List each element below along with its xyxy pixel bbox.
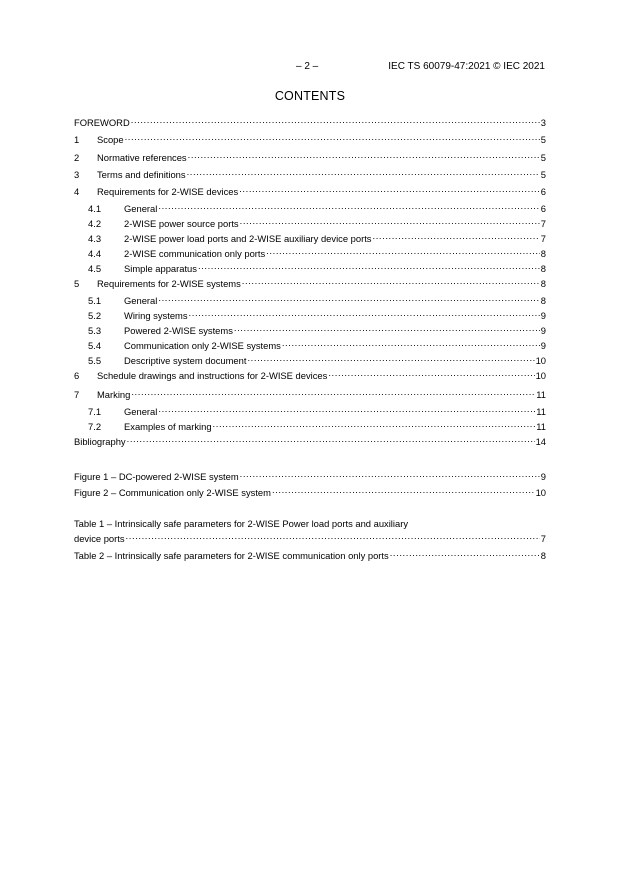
toc-leader-dots [198,259,540,272]
toc-entry-number: 7 [74,389,80,400]
toc-entry-page: 11 [536,406,546,417]
toc-leader-dots [188,148,540,161]
toc-entry-title: Requirements for 2-WISE devices [97,186,239,197]
toc-entry-schedule-drawings[interactable] [74,366,546,379]
toc-leader-dots [189,306,540,319]
toc-leader-dots [240,214,540,227]
figure-entry-page: 10 [535,487,546,498]
toc-leader-dots [282,336,540,349]
figure-entry-1[interactable] [74,467,546,480]
toc-leader-dots [240,467,540,480]
toc-entry-number: 2 [74,152,80,163]
toc-entry-number: 4.3 [88,233,102,244]
toc-entry-4-3-power-load-ports[interactable] [74,229,546,242]
toc-entry-page: 11 [536,389,546,400]
toc-entry-number: 5.1 [88,295,102,306]
toc-leader-dots [158,291,539,304]
toc-entry-5-3-powered-systems[interactable] [74,321,546,334]
toc-leader-dots [373,229,540,242]
toc-entry-title: 2-WISE communication only ports [124,248,266,259]
toc-entry-page: 8 [540,248,546,259]
toc-entry-number: 5.4 [88,340,102,351]
toc-entry-5-5-descriptive-system-document[interactable] [74,351,546,364]
toc-entry-page: 6 [540,203,546,214]
toc-entry-scope[interactable] [74,130,546,143]
toc-leader-dots [239,182,540,195]
toc-entry-terms-and-definitions[interactable] [74,165,546,178]
toc-entry-title: Normative references [97,152,187,163]
toc-entry-title: Terms and definitions [97,169,186,180]
toc-entry-page: 7 [540,233,546,244]
toc-entry-page: 7 [540,218,546,229]
toc-entry-page: 9 [540,340,546,351]
toc-entry-normative-references[interactable] [74,148,546,161]
toc-entry-number: 4.5 [88,263,102,274]
toc-entry-number: 5.3 [88,325,102,336]
toc-entry-page: 8 [540,263,546,274]
toc-leader-dots [272,483,535,496]
toc-leader-dots [328,366,534,379]
toc-entry-number: 7.1 [88,406,102,417]
toc-entry-7-2-examples-of-marking[interactable] [74,417,546,430]
toc-entry-title: Communication only 2-WISE systems [124,340,281,351]
toc-entry-4-5-simple-apparatus[interactable] [74,259,546,272]
toc-entry-page: 10 [535,355,546,366]
table-entry-1[interactable] [74,529,546,542]
toc-entry-page: 3 [540,117,546,128]
toc-entry-title: FOREWORD [74,117,130,128]
toc-entry-number: 4.4 [88,248,102,259]
toc-entry-number: 5 [74,278,80,289]
figure-entry-title: Figure 2 – Communication only 2-WISE system [74,487,271,498]
toc-entry-title: Scope [97,134,124,145]
toc-entry-title: Requirements for 2-WISE systems [97,278,241,289]
toc-entry-title: General [124,406,158,417]
toc-leader-dots [390,546,540,559]
toc-entry-5-4-communication-only-systems[interactable] [74,336,546,349]
contents-heading: CONTENTS [274,89,346,103]
toc-entry-bibliography[interactable] [74,432,546,445]
table-entry-page: 8 [540,550,546,561]
toc-entry-7-1-general[interactable] [74,402,546,415]
toc-entry-page: 9 [540,310,546,321]
toc-leader-dots [158,402,535,415]
toc-entry-5-1-general[interactable] [74,291,546,304]
toc-entry-4-4-communication-only-ports[interactable] [74,244,546,257]
toc-entry-title: Bibliography [74,436,126,447]
toc-leader-dots [131,385,535,398]
toc-entry-page: 9 [540,325,546,336]
toc-entry-number: 4.1 [88,203,102,214]
toc-entry-number: 4.2 [88,218,102,229]
toc-entry-title: Examples of marking [124,421,212,432]
toc-entry-title: General [124,295,158,306]
toc-entry-number: 4 [74,186,80,197]
toc-entry-number: 7.2 [88,421,102,432]
toc-entry-title: Marking [97,389,131,400]
toc-entry-foreword[interactable] [74,113,546,126]
toc-entry-page: 5 [540,134,546,145]
toc-entry-number: 6 [74,370,80,381]
toc-entry-title: Schedule drawings and instructions for 2-WISE devices [97,370,328,381]
toc-leader-dots [247,351,534,364]
toc-leader-dots [158,199,539,212]
page-header [0,61,620,75]
figure-entry-page: 9 [540,471,546,482]
document-identifier: IEC TS 60079-47:2021 © IEC 2021 [388,61,545,72]
toc-leader-dots [242,274,540,287]
toc-entry-5-2-wiring-systems[interactable] [74,306,546,319]
toc-entry-page: 8 [540,295,546,306]
toc-leader-dots [213,417,536,430]
toc-leader-dots [127,432,535,445]
toc-entry-page: 10 [535,370,546,381]
toc-entry-requirements-systems[interactable] [74,274,546,287]
page-number: – 2 – [296,61,319,72]
table-entry-title: Table 2 – Intrinsically safe parameters for 2-WISE communication only ports [74,550,389,561]
toc-entry-number: 5.5 [88,355,102,366]
toc-leader-dots [266,244,540,257]
toc-entry-title: General [124,203,158,214]
toc-entry-title: Simple apparatus [124,263,197,274]
figure-entry-title: Figure 1 – DC-powered 2-WISE system [74,471,239,482]
table-entry-title-line2: device ports [74,533,125,544]
toc-entry-4-2-power-source-ports[interactable] [74,214,546,227]
toc-entry-page: 5 [540,152,546,163]
toc-entry-page: 14 [535,436,546,447]
toc-entry-marking[interactable] [74,385,546,398]
table-entry-2[interactable] [74,546,546,559]
toc-leader-dots [125,130,540,143]
toc-entry-title: 2-WISE power source ports [124,218,239,229]
toc-entry-number: 1 [74,134,80,145]
toc-entry-requirements-devices[interactable] [74,182,546,195]
toc-entry-number: 3 [74,169,80,180]
toc-leader-dots [131,113,540,126]
toc-entry-page: 11 [536,421,546,432]
toc-entry-page: 6 [540,186,546,197]
toc-entry-number: 5.2 [88,310,102,321]
toc-entry-title: Descriptive system document [124,355,247,366]
toc-leader-dots [187,165,540,178]
toc-leader-dots [126,529,540,542]
toc-entry-page: 8 [540,278,546,289]
figure-entry-2[interactable] [74,483,546,496]
toc-entry-title: 2-WISE power load ports and 2-WISE auxiliary device ports [124,233,372,244]
table-entry-1-title-line1[interactable]: Table 1 – Intrinsically safe parameters for 2-WISE Power load ports and auxiliary [74,518,409,529]
toc-entry-title: Powered 2-WISE systems [124,325,233,336]
toc-leader-dots [234,321,540,334]
toc-entry-4-1-general[interactable] [74,199,546,212]
toc-entry-title: Wiring systems [124,310,188,321]
toc-entry-page: 5 [540,169,546,180]
table-entry-page: 7 [540,533,546,544]
